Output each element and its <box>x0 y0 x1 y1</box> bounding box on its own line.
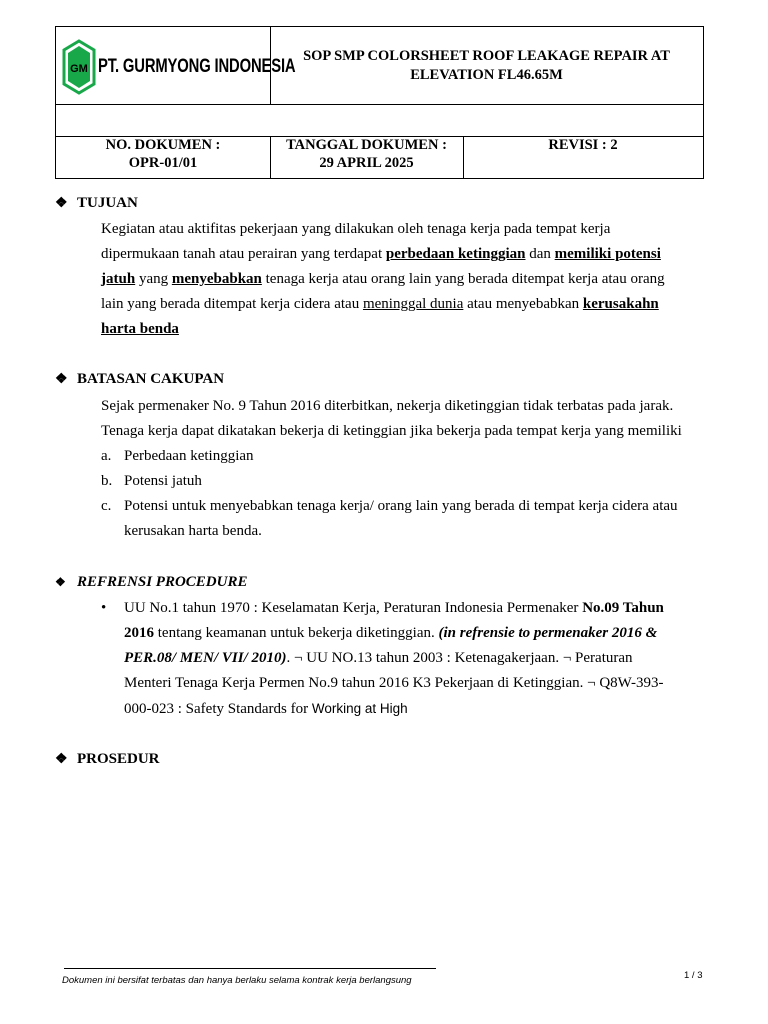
logo-cell <box>56 27 296 104</box>
text-line <box>101 267 711 292</box>
text-run: tenaga kerja atau orang lain yang berada ditempat kerja atau orang <box>261 271 665 287</box>
list-text: Potensi untuk menyebabkan tenaga kerja/ orang lain yang berada di tempat kerja cidera atau <box>124 498 678 514</box>
list-item-c-continuation <box>124 519 262 544</box>
text-run: Menteri Tenaga Kerja Permen No.9 tahun 2016 K3 Pekerjaan di Ketinggian. ¬ Q8W-393- <box>124 675 664 691</box>
referensi-paragraph <box>124 596 714 722</box>
gm-hexagon-icon <box>62 39 96 95</box>
section-heading-prosedur <box>55 751 160 768</box>
doc-date-cell <box>270 136 464 179</box>
list-text: Potensi jatuh <box>124 473 202 489</box>
list-marker: c. <box>101 498 112 514</box>
text-run: tentang keamanan untuk bekerja diketinggian. <box>154 625 439 641</box>
footer-note: Dokumen ini bersifat terbatas dan hanya berlaku selama kontrak kerja berlangsung <box>62 975 412 986</box>
text-run: meninggal dunia <box>362 296 464 312</box>
text-run: UU No.1 tahun 1970 : Keselamatan Kerja, Peraturan Indonesia Permenaker <box>124 600 583 616</box>
section-heading-batasan <box>55 371 224 388</box>
diamond-bullet-icon: ❖ <box>55 752 68 767</box>
heading-text: TUJUAN <box>77 195 138 211</box>
svg-text:GM: GM <box>70 63 88 75</box>
text-run: 000-023 : Safety Standards for <box>124 701 312 717</box>
text-run: Sejak permenaker No. 9 Tahun 2016 diterbitkan, nekerja diketinggian tidak terbatas pada jarak. <box>101 398 674 414</box>
doc-date-label: TANGGAL DOKUMEN : <box>286 137 447 153</box>
text-run: perbedaan ketinggian <box>385 246 526 262</box>
text-line <box>101 394 711 419</box>
text-line <box>124 646 714 671</box>
bullet-dot-icon: • <box>101 600 107 616</box>
text-run: jatuh <box>101 271 136 287</box>
revision-cell <box>463 136 703 179</box>
document-header-table <box>55 26 704 179</box>
text-run: PER.08/ MEN/ VII/ 2010) <box>124 650 287 666</box>
text-line <box>124 596 714 621</box>
text-line <box>101 242 711 267</box>
doc-date-value: 29 APRIL 2025 <box>319 155 414 171</box>
diamond-outline-bullet-icon: ❖ <box>55 575 66 589</box>
text-run: harta benda <box>101 321 179 337</box>
text-line <box>101 317 711 342</box>
list-text: kerusakan harta benda. <box>124 523 262 539</box>
page-number: 1 / 3 <box>684 970 703 981</box>
doc-number-label: NO. DOKUMEN : <box>105 137 221 153</box>
reference-bullet <box>101 596 106 621</box>
list-marker: a. <box>101 448 112 464</box>
text-run: dan <box>525 246 555 262</box>
company-name: PT. GURMYONG INDONESIA <box>98 56 296 77</box>
list-item-b <box>101 469 202 494</box>
text-run: dipermukaan tanah atau perairan yang terdapat <box>101 246 386 262</box>
text-run: yang <box>135 271 172 287</box>
footer-divider <box>64 968 436 969</box>
text-run: 2016 <box>124 625 154 641</box>
text-line <box>124 671 714 696</box>
text-line <box>124 696 714 722</box>
text-run: kerusakahn <box>582 296 659 312</box>
text-line <box>101 292 711 317</box>
doc-number-cell <box>56 136 271 179</box>
batasan-paragraph <box>101 394 711 444</box>
document-title: SOP SMP COLORSHEET ROOF LEAKAGE REPAIR AT ELEVATION FL46.65M <box>303 47 670 83</box>
header-row-title <box>56 27 703 105</box>
list-marker: b. <box>101 473 113 489</box>
list-item-a <box>101 444 254 469</box>
text-run: (in refrensie to permenaker 2016 & <box>438 625 658 641</box>
text-line <box>101 217 711 242</box>
text-run: . ¬ UU NO.13 tahun 2003 : Ketenagakerjaan. ¬ Peraturan <box>286 650 633 666</box>
diamond-bullet-icon: ❖ <box>55 372 68 387</box>
text-run: No.09 Tahun <box>582 600 664 616</box>
list-item-c <box>101 494 678 519</box>
diamond-bullet-icon: ❖ <box>55 196 68 211</box>
text-line <box>124 621 714 646</box>
section-heading-referensi <box>55 574 247 591</box>
doc-number-value: OPR-01/01 <box>128 155 198 171</box>
header-row-meta <box>56 136 703 179</box>
heading-text: PROSEDUR <box>77 751 160 767</box>
heading-text: BATASAN CAKUPAN <box>77 371 225 387</box>
text-run: menyebabkan <box>171 271 262 287</box>
tujuan-paragraph <box>101 217 711 342</box>
text-run: lain yang berada ditempat kerja cidera atau <box>101 296 363 312</box>
list-text: Perbedaan ketinggian <box>124 448 254 464</box>
text-run: Kegiatan atau aktifitas pekerjaan yang dilakukan oleh tenaga kerja pada tempat kerja <box>101 221 611 237</box>
revision-label: REVISI : 2 <box>548 137 618 153</box>
text-run: memiliki potensi <box>554 246 661 262</box>
text-run: Tenaga kerja dapat dikatakan bekerja di ketinggian jika bekerja pada tempat kerja yang memiliki <box>101 423 682 439</box>
header-row-empty <box>56 104 703 137</box>
text-run: atau menyebabkan <box>463 296 583 312</box>
text-line <box>101 419 711 444</box>
text-run: Working at High <box>311 701 408 716</box>
section-heading-tujuan <box>55 195 138 212</box>
heading-text: REFRENSI PROCEDURE <box>77 574 248 590</box>
